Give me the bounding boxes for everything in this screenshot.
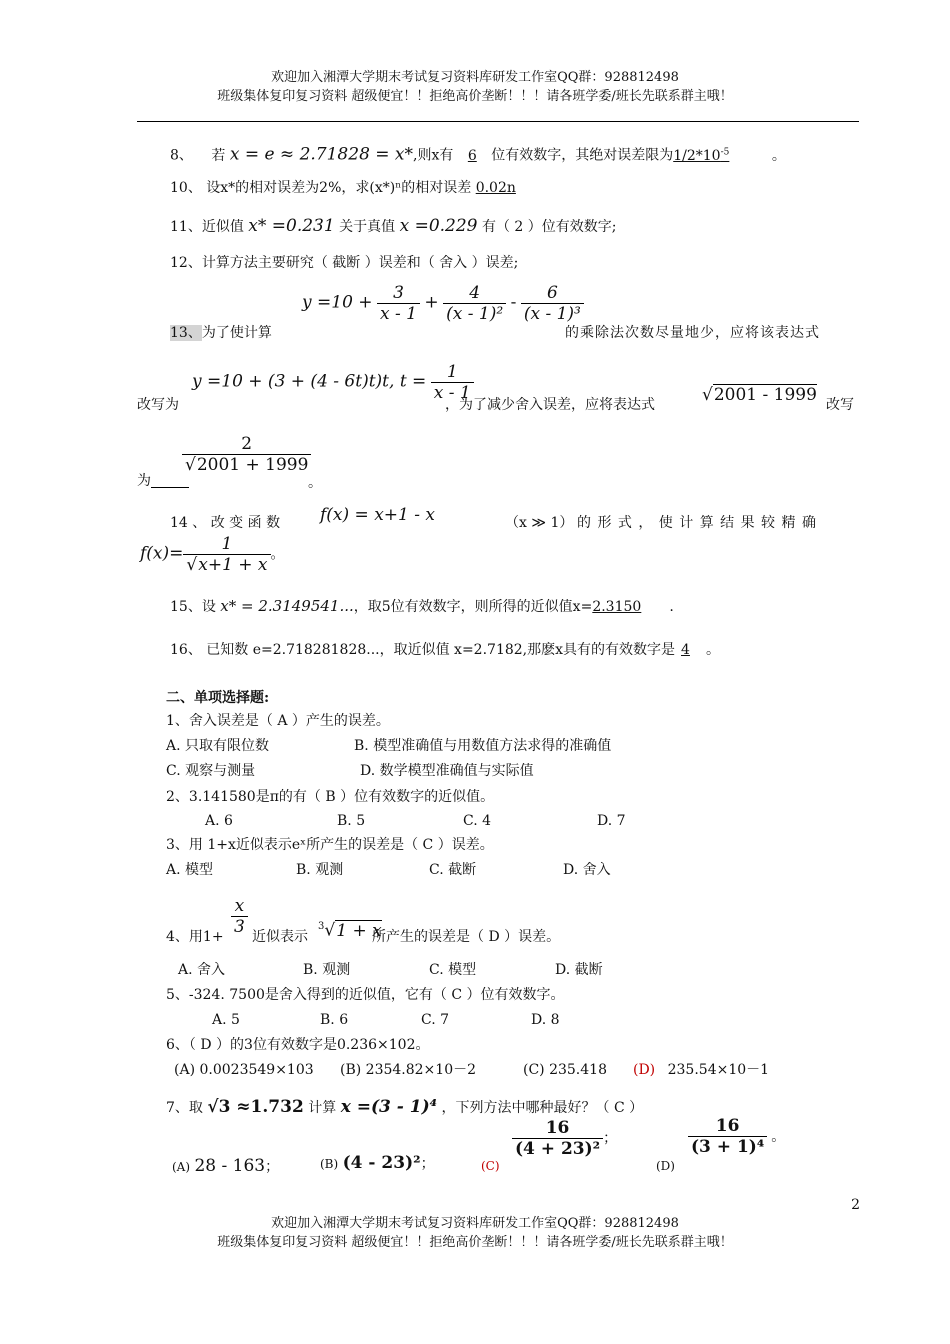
mc-q5-opt-d: D. 8 [531, 1012, 560, 1028]
q13-answer-formula-text: y =10 + (3 + (4 - 6t)t)t, t = [192, 371, 427, 392]
q11-approx-value: x* =0.231 [248, 216, 335, 236]
mc-q7-c-den: (4 + 23)² [515, 1139, 601, 1159]
page-header-line2: 班级集体复印复习资料 超级便宜！！拒绝高价垄断！！！请各班学委/班长先联系群主哦！ [217, 89, 733, 104]
q13-answer-formula [192, 362, 474, 403]
mc-q6-opt-d-text: 235.54×10－1 [667, 1062, 770, 1078]
q13-frac-1-den: x - 1 [380, 304, 417, 324]
q11-true-value: x =0.229 [399, 216, 478, 236]
q14-cond: （x ≫ 1） [505, 515, 574, 531]
mc-q2-stem: 2、3.141580是π的有（ B ）位有效数字的近似值。 [166, 789, 495, 805]
mc-q4-root-text: 1 + x [336, 920, 382, 941]
q13-frac-3-num: 6 [521, 283, 584, 304]
q14-answer-num: 1 [183, 534, 270, 555]
mc-q4-root: $^3$√1 + x [318, 920, 382, 941]
q8-pre: 若 [211, 147, 226, 164]
q13-t-den: x - 1 [433, 383, 471, 403]
mc-q4-opt-c: C. 模型 [429, 962, 477, 978]
mc-q7-d-den: (3 + 1)⁴ [691, 1137, 765, 1157]
q15-mid: ，取5位有效数字，则所得的近似值x= [353, 599, 593, 615]
q8-mid: ,则x有 [413, 147, 454, 164]
mc-q7-d-label [656, 1155, 675, 1177]
q15-answer-text: 2.3150 [592, 599, 642, 615]
mc-q7-d-label-text: (D) [656, 1159, 675, 1173]
mc-q7-d-frac [688, 1116, 767, 1157]
q8-mid2: 位有效数字，其绝对误差限为 [491, 147, 674, 164]
q13-a3-frac [182, 434, 311, 475]
mc-q6-stem: 6、（ D ）的3位有效数字是0.236×102。 [166, 1037, 430, 1053]
q16-pre: 16、 已知数 e=2.718281828...，取近似值 x=2.7182,那麽x具有的有效数字是 [170, 642, 676, 658]
q13-l3-pre: 为 [137, 473, 151, 489]
q15-answer [592, 599, 669, 615]
mc-q4-opt-a: A. 舍入 [178, 962, 226, 978]
mc-q7-mid: 计算 [308, 1100, 337, 1116]
q13-formula-lhs: y =10 + [302, 292, 373, 313]
q13-frac-3 [521, 283, 584, 324]
q13-l2-post: 改写 [826, 397, 854, 413]
mc-q7-a-expr: 28 - 163 [194, 1156, 266, 1176]
q13-answer-2 [182, 434, 311, 475]
q13-a3-den: √2001 + 1999 [185, 455, 309, 475]
mc-q6-opt-c: (C) 235.418 [523, 1062, 607, 1078]
mc-q1-opt-c: C. 观察与测量 [166, 763, 256, 779]
mc-q4-frac-num: x [231, 896, 248, 917]
q13-a3-den-text: 2001 + 1999 [196, 455, 309, 475]
mc-q5-opt-a: A. 5 [212, 1012, 240, 1028]
mc-q1-opt-b: B. 模型准确值与用数值方法求得的准确值 [354, 738, 612, 754]
mc-q7-opt-b [320, 1152, 435, 1175]
mc-q7-c-label-text: (C) [481, 1159, 500, 1173]
q14-answer-lhs: f(x)= [140, 543, 184, 564]
q15-end: . [669, 599, 674, 615]
q13-pre: 为了使计算 [201, 325, 272, 341]
q16-answer: 4 [681, 642, 690, 658]
question-16 [170, 639, 720, 661]
mc-q6-opt-b: (B) 2354.82×10－2 [340, 1062, 477, 1078]
q14-end: 。 [270, 546, 285, 563]
mc-q7-b-label: (B) [320, 1157, 339, 1171]
page-header-line1: 欢迎加入湘潭大学期末考试复习资料库研发工作室QQ群：928812498 [271, 70, 679, 85]
mc-q4-post: 所产生的误差是（ D ）误差。 [372, 929, 561, 945]
q11-pre: 11、近似值 [170, 219, 244, 235]
mc-q4-opt-d: D. 截断 [555, 962, 603, 978]
q13-frac-2-den: (x - 1)² [446, 304, 504, 324]
q8-math: x = e ≈ 2.71828 = x* [229, 144, 414, 165]
page-footer-line2: 班级集体复印复习资料 超级便宜！！拒绝高价垄断！！！请各班学委/班长先联系群主哦！ [217, 1235, 733, 1250]
mc-q7-b-expr: (4 - 23)² [342, 1153, 421, 1173]
q13-formula: y =10 + $\frac{3}{x - 1}$ + $\frac{4}{\text{(x - 1)²}}$ - $\frac{6}{\text{(x - 1)³}}$ [302, 283, 584, 324]
mc-q4-stem [166, 926, 224, 948]
section-2-title: 二、单项选择题: [166, 690, 270, 706]
mc-q3-stem: 3、用 1+x近似表示eˣ所产生的误差是（ C ）误差。 [166, 837, 494, 853]
q13-a3-num: 2 [182, 434, 311, 455]
mc-q6-opt-d [633, 1059, 769, 1081]
question-11 [170, 215, 616, 238]
q11-mid: 关于真值 [339, 219, 396, 235]
mc-q7-c-label [481, 1155, 500, 1177]
mc-q1-stem: 1、舍入误差是（ A ）产生的误差。 [166, 713, 390, 729]
q11-post: 有（ 2 ）位有效数字; [481, 219, 617, 235]
mc-q7-post: ，下列方法中哪种最好？（ C ） [441, 1100, 644, 1116]
mc-q4-pre: 4、用1+ [166, 929, 224, 945]
q16-end: 。 [705, 642, 720, 658]
mc-q7-m1-text: 3 ≈1.732 [218, 1097, 304, 1117]
q10-answer: 0.02n [475, 180, 516, 196]
q15-math: x* = 2.3149541... [220, 597, 354, 615]
mc-q7-pre: 7、取 [166, 1100, 203, 1116]
q13-t-num: 1 [431, 362, 474, 383]
q13-expr: √2001 - 1999 [702, 385, 817, 405]
q13-frac-2 [443, 283, 506, 324]
mc-q2-opt-d: D. 7 [597, 813, 626, 829]
q14-answer [140, 534, 285, 575]
mc-q4-frac [231, 896, 248, 937]
q14-answer-den-text: x+1 + x [198, 555, 268, 575]
q8-end: 。 [771, 147, 786, 164]
mc-q1-opt-a: A. 只取有限位数 [166, 738, 270, 754]
mc-q7-d-num: 16 [688, 1116, 767, 1137]
mc-q7-m1: √3 ≈1.732 [207, 1097, 304, 1117]
q14-answer-frac [183, 534, 270, 575]
mc-q6-opt-d-label: (D) [633, 1062, 656, 1078]
q13-l2-mid: ，为了减少舍入误差，应将表达式 [445, 397, 655, 413]
mc-q5-opt-c: C. 7 [421, 1012, 450, 1028]
q13-expr-text: 2001 - 1999 [713, 385, 817, 405]
q14-post: 的 形 式 ， 使 计 算 结 果 较 精 确 [577, 515, 816, 531]
mc-q5-stem: 5、-324. 7500是舍入得到的近似值，它有（ C ）位有效数字。 [166, 987, 565, 1003]
mc-q7-a-label: (A) [172, 1160, 191, 1174]
q13-frac-1 [377, 283, 420, 324]
q8-answer-1: 6 [467, 147, 477, 164]
q8-answer-2-base: 1/2*10 [673, 147, 721, 164]
mc-q4-mid: 近似表示 [252, 929, 308, 945]
question-10 [170, 177, 516, 199]
header-rule [137, 121, 859, 122]
q8-answer-2 [673, 148, 759, 164]
q13-frac-1-num: 3 [377, 283, 420, 304]
page-number: 2 [851, 1197, 860, 1213]
mc-q7-opt-c [512, 1118, 617, 1159]
mc-q7-m2: x =(3 - 1)⁴ [340, 1097, 438, 1117]
q13-post: 的乘除法次数尽量地少，应将该表达式 [565, 325, 820, 341]
mc-q7-c-frac [512, 1118, 603, 1159]
question-15 [170, 595, 674, 618]
q13-l2-pre: 改写为 [137, 397, 179, 413]
q13-frac-3-den: (x - 1)³ [523, 304, 581, 324]
mc-q7-opt-d [688, 1116, 785, 1157]
q14-answer-den: √x+1 + x [186, 555, 268, 575]
q15-pre: 15、设 [170, 599, 216, 615]
mc-q7-c-sep: ； [603, 1130, 618, 1147]
q13-l3-post: 。 [308, 475, 322, 491]
mc-q3-opt-b: B. 观测 [296, 862, 344, 878]
mc-q2-opt-c: C. 4 [463, 813, 492, 829]
question-12: 12、计算方法主要研究（ 截断 ）误差和（ 舍入 ）误差; [170, 255, 519, 271]
q8-answer-2-exp: -5 [720, 147, 730, 157]
q13-frac-2-num: 4 [443, 283, 506, 304]
mc-q7-opt-a [172, 1155, 279, 1178]
mc-q2-opt-b: B. 5 [337, 813, 366, 829]
q14-pre: 14 、 改 变 函 数 [170, 515, 281, 531]
mc-q3-opt-d: D. 舍入 [563, 862, 611, 878]
mc-q6-opt-a: (A) 0.0023549×103 [174, 1062, 314, 1078]
q14-func: f(x) = x+1 - x [320, 505, 435, 525]
q13-line1 [170, 322, 272, 344]
mc-q4-opt-b: B. 观测 [303, 962, 351, 978]
mc-q2-opt-a: A. 6 [205, 813, 233, 829]
mc-q4-frac-den: 3 [234, 917, 245, 937]
mc-q4-frac-inner [231, 896, 248, 937]
mc-q1-opt-d: D. 数学模型准确值与实际值 [360, 763, 534, 779]
mc-q7-end: 。 [771, 1128, 786, 1145]
mc-q7-stem [166, 1096, 643, 1119]
q10-text: 10、 设x*的相对误差为2%，求(x*)ⁿ的相对误差 [170, 180, 472, 196]
mc-q7-b-sep: ； [420, 1156, 435, 1172]
mc-q7-c-num: 16 [512, 1118, 603, 1139]
mc-q3-opt-c: C. 截断 [429, 862, 477, 878]
page-footer-line1: 欢迎加入湘潭大学期末考试复习资料库研发工作室QQ群：928812498 [271, 1216, 679, 1231]
mc-q7-a-sep: ； [265, 1159, 280, 1175]
mc-q5-opt-b: B. 6 [320, 1012, 349, 1028]
q8-number: 8、 [170, 147, 193, 164]
q13-number: 13、 [170, 325, 202, 341]
question-8 [170, 141, 786, 167]
mc-q3-opt-a: A. 模型 [166, 862, 214, 878]
